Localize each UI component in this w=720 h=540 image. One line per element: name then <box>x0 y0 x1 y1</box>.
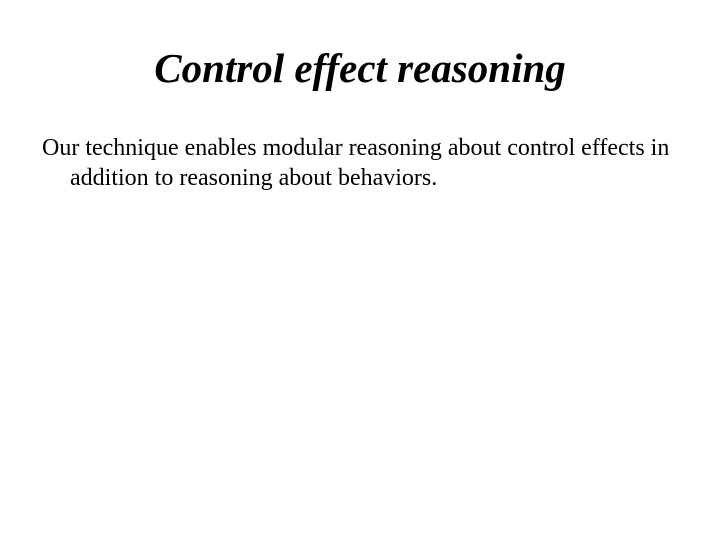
slide-body <box>42 133 682 193</box>
slide-title: Control effect reasoning <box>154 45 566 91</box>
bullet-item: Our technique enables modular reasoning about control effects in addition to reasoning about behaviors. <box>42 135 670 191</box>
